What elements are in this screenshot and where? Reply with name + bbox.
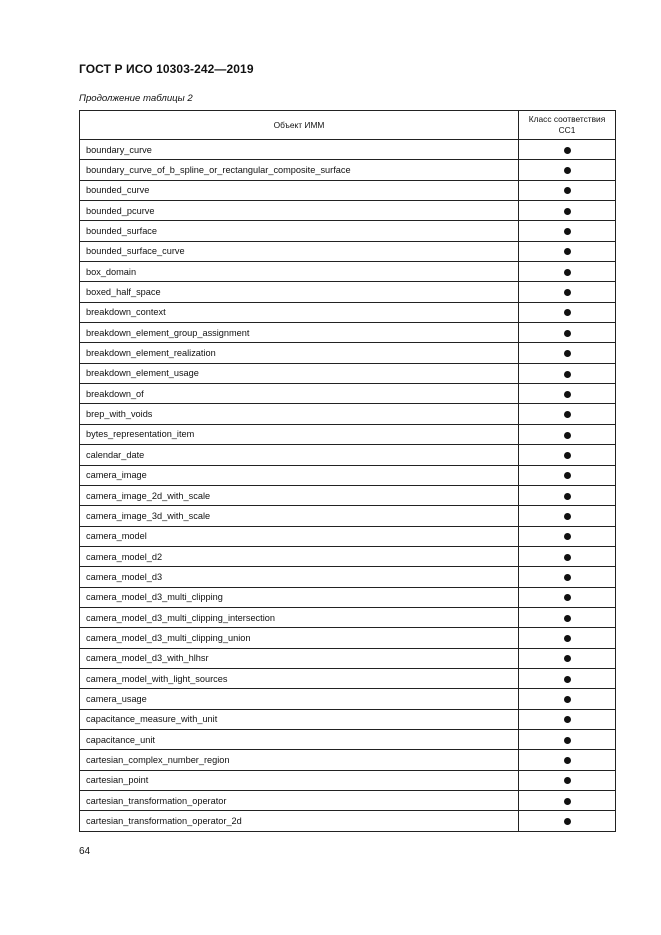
filled-circle-icon xyxy=(564,716,571,723)
table-row xyxy=(80,424,616,444)
conformance-mark-cell xyxy=(519,302,616,322)
object-name-cell: capacitance_measure_with_unit xyxy=(80,709,519,729)
conformance-mark-cell xyxy=(519,628,616,648)
filled-circle-icon xyxy=(564,493,571,500)
conformance-mark-cell xyxy=(519,445,616,465)
filled-circle-icon xyxy=(564,309,571,316)
filled-circle-icon xyxy=(564,391,571,398)
object-name-cell: cartesian_transformation_operator_2d xyxy=(80,811,519,831)
conformance-mark-cell xyxy=(519,384,616,404)
object-name-cell: bounded_surface_curve xyxy=(80,241,519,261)
table-row xyxy=(80,567,616,587)
object-name-cell: box_domain xyxy=(80,262,519,282)
conformance-mark-cell xyxy=(519,770,616,790)
table-row xyxy=(80,668,616,688)
object-name-cell: breakdown_of xyxy=(80,384,519,404)
conformance-mark-cell xyxy=(519,424,616,444)
conformance-mark-cell xyxy=(519,668,616,688)
object-name-cell: boundary_curve xyxy=(80,140,519,160)
conformance-mark-cell xyxy=(519,729,616,749)
table-row xyxy=(80,201,616,221)
conformance-mark-cell xyxy=(519,201,616,221)
conformance-mark-cell xyxy=(519,526,616,546)
object-name-cell: camera_model_d3 xyxy=(80,567,519,587)
page-number: 64 xyxy=(79,846,91,857)
column-header-object: Объект ИММ xyxy=(80,111,519,140)
filled-circle-icon xyxy=(564,574,571,581)
table-row xyxy=(80,404,616,424)
object-name-cell: boundary_curve_of_b_spline_or_rectangular_composite_surface xyxy=(80,160,519,180)
filled-circle-icon xyxy=(564,635,571,642)
table-row xyxy=(80,323,616,343)
document-header: ГОСТ Р ИСО 10303-242—2019 xyxy=(79,62,254,76)
table-header-row xyxy=(80,111,616,140)
table-row xyxy=(80,363,616,383)
filled-circle-icon xyxy=(564,798,571,805)
filled-circle-icon xyxy=(564,676,571,683)
object-name-cell: calendar_date xyxy=(80,445,519,465)
conformance-mark-cell xyxy=(519,404,616,424)
filled-circle-icon xyxy=(564,269,571,276)
object-name-cell: camera_model_with_light_sources xyxy=(80,668,519,688)
conformance-mark-cell xyxy=(519,689,616,709)
conformance-mark-cell xyxy=(519,180,616,200)
table-body xyxy=(80,140,616,832)
table-row xyxy=(80,729,616,749)
table-row xyxy=(80,241,616,261)
table-header xyxy=(80,111,616,140)
conformance-mark-cell xyxy=(519,506,616,526)
conformance-mark-cell xyxy=(519,262,616,282)
conformance-mark-cell xyxy=(519,343,616,363)
table-row xyxy=(80,445,616,465)
filled-circle-icon xyxy=(564,452,571,459)
object-name-cell: bytes_representation_item xyxy=(80,424,519,444)
object-name-cell: camera_model xyxy=(80,526,519,546)
table-row xyxy=(80,648,616,668)
filled-circle-icon xyxy=(564,655,571,662)
object-name-cell: breakdown_element_realization xyxy=(80,343,519,363)
filled-circle-icon xyxy=(564,248,571,255)
filled-circle-icon xyxy=(564,594,571,601)
object-name-cell: capacitance_unit xyxy=(80,729,519,749)
object-name-cell: camera_model_d3_multi_clipping_intersection xyxy=(80,607,519,627)
conformance-mark-cell xyxy=(519,607,616,627)
table-row xyxy=(80,221,616,241)
filled-circle-icon xyxy=(564,432,571,439)
object-name-cell: camera_model_d2 xyxy=(80,546,519,566)
conformance-mark-cell xyxy=(519,811,616,831)
table-row xyxy=(80,384,616,404)
table-row xyxy=(80,750,616,770)
conformance-mark-cell xyxy=(519,140,616,160)
object-name-cell: cartesian_point xyxy=(80,770,519,790)
table-row xyxy=(80,262,616,282)
table-row xyxy=(80,770,616,790)
table-row xyxy=(80,607,616,627)
filled-circle-icon xyxy=(564,228,571,235)
table-row xyxy=(80,180,616,200)
table-row xyxy=(80,160,616,180)
filled-circle-icon xyxy=(564,818,571,825)
object-name-cell: bounded_pcurve xyxy=(80,201,519,221)
table-row xyxy=(80,343,616,363)
table-row xyxy=(80,302,616,322)
table-row xyxy=(80,282,616,302)
conformance-mark-cell xyxy=(519,323,616,343)
object-name-cell: camera_usage xyxy=(80,689,519,709)
filled-circle-icon xyxy=(564,757,571,764)
conformance-mark-cell xyxy=(519,160,616,180)
object-name-cell: camera_model_d3_multi_clipping_union xyxy=(80,628,519,648)
filled-circle-icon xyxy=(564,167,571,174)
filled-circle-icon xyxy=(564,208,571,215)
object-name-cell: bounded_curve xyxy=(80,180,519,200)
object-name-cell: breakdown_element_group_assignment xyxy=(80,323,519,343)
objects-table xyxy=(79,110,616,832)
filled-circle-icon xyxy=(564,330,571,337)
table-row xyxy=(80,526,616,546)
filled-circle-icon xyxy=(564,533,571,540)
filled-circle-icon xyxy=(564,289,571,296)
filled-circle-icon xyxy=(564,554,571,561)
filled-circle-icon xyxy=(564,696,571,703)
object-name-cell: brep_with_voids xyxy=(80,404,519,424)
object-name-cell: camera_model_d3_with_hlhsr xyxy=(80,648,519,668)
object-name-cell: bounded_surface xyxy=(80,221,519,241)
conformance-mark-cell xyxy=(519,709,616,729)
filled-circle-icon xyxy=(564,737,571,744)
filled-circle-icon xyxy=(564,147,571,154)
conformance-mark-cell xyxy=(519,648,616,668)
conformance-mark-cell xyxy=(519,587,616,607)
table-row xyxy=(80,689,616,709)
table-row xyxy=(80,587,616,607)
table-caption: Продолжение таблицы 2 xyxy=(79,93,193,104)
conformance-mark-cell xyxy=(519,546,616,566)
filled-circle-icon xyxy=(564,187,571,194)
object-name-cell: camera_model_d3_multi_clipping xyxy=(80,587,519,607)
conformance-mark-cell xyxy=(519,221,616,241)
conformance-mark-cell xyxy=(519,750,616,770)
conformance-mark-cell xyxy=(519,241,616,261)
object-name-cell: camera_image_2d_with_scale xyxy=(80,485,519,505)
conformance-mark-cell xyxy=(519,791,616,811)
filled-circle-icon xyxy=(564,350,571,357)
object-name-cell: camera_image xyxy=(80,465,519,485)
object-name-cell: cartesian_complex_number_region xyxy=(80,750,519,770)
table-row xyxy=(80,485,616,505)
table-row xyxy=(80,506,616,526)
filled-circle-icon xyxy=(564,411,571,418)
object-name-cell: boxed_half_space xyxy=(80,282,519,302)
conformance-mark-cell xyxy=(519,465,616,485)
object-name-cell: breakdown_context xyxy=(80,302,519,322)
object-name-cell: cartesian_transformation_operator xyxy=(80,791,519,811)
table-row xyxy=(80,628,616,648)
column-header-conformance-class: Класс соответствия СС1 xyxy=(519,111,616,140)
conformance-mark-cell xyxy=(519,363,616,383)
filled-circle-icon xyxy=(564,615,571,622)
filled-circle-icon xyxy=(564,472,571,479)
table-row xyxy=(80,140,616,160)
object-name-cell: breakdown_element_usage xyxy=(80,363,519,383)
conformance-mark-cell xyxy=(519,282,616,302)
filled-circle-icon xyxy=(564,513,571,520)
conformance-mark-cell xyxy=(519,485,616,505)
table-row xyxy=(80,465,616,485)
object-name-cell: camera_image_3d_with_scale xyxy=(80,506,519,526)
table-row xyxy=(80,709,616,729)
filled-circle-icon xyxy=(564,777,571,784)
table-row xyxy=(80,791,616,811)
conformance-mark-cell xyxy=(519,567,616,587)
filled-circle-icon xyxy=(564,371,571,378)
table-row xyxy=(80,811,616,831)
table-row xyxy=(80,546,616,566)
